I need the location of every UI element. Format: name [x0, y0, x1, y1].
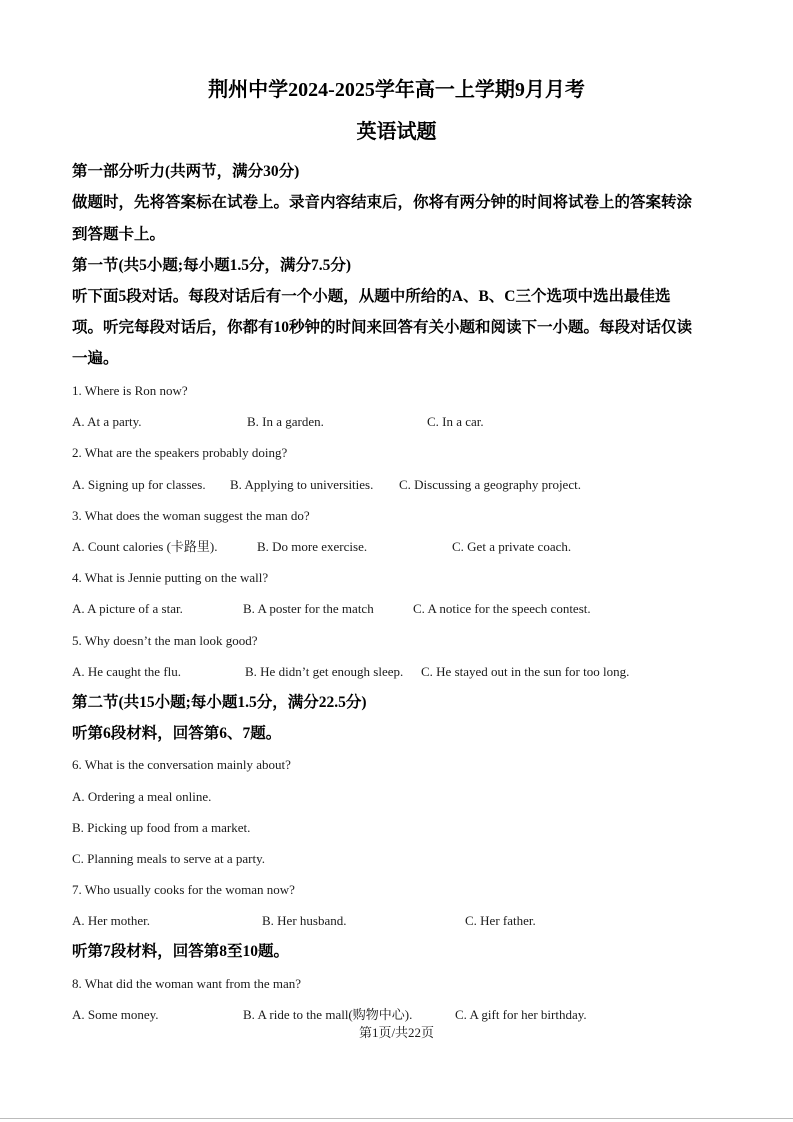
option-a: A. A picture of a star.	[72, 601, 183, 616]
option-a: A. Some money.	[72, 1007, 159, 1022]
section1-instruction-line3: 一遍。	[72, 350, 119, 367]
option-a: A. He caught the flu.	[72, 664, 182, 679]
option-b: B. In a garden.	[247, 414, 324, 429]
question-stem: 4. What is Jennie putting on the wall?	[72, 570, 269, 585]
exam-subtitle: 英语试题	[356, 121, 437, 143]
option-a: A. Signing up for classes.	[72, 477, 206, 492]
material-7-heading: 听第7段材料，回答第8至10题。	[72, 943, 290, 960]
option-b: B. Picking up food from a market.	[72, 820, 251, 835]
part1-instruction-line1: 做题时，先将答案标在试卷上。录音内容结束后，你将有两分钟的时间将试卷上的答案转涂	[72, 194, 693, 211]
option-c: C. Get a private coach.	[452, 539, 572, 554]
option-b: B. Her husband.	[262, 913, 347, 928]
option-a: A. At a party.	[72, 414, 142, 429]
option-c: C. Her father.	[465, 913, 536, 928]
section1-heading: 第一节(共5小题;每小题1.5分，满分7.5分)	[72, 257, 351, 274]
option-c: C. A gift for her birthday.	[455, 1007, 587, 1022]
material-6-heading: 听第6段材料，回答第6、7题。	[72, 725, 282, 742]
option-c: C. He stayed out in the sun for too long.	[421, 664, 630, 679]
option-b: B. Do more exercise.	[257, 539, 368, 554]
question-stem: 7. Who usually cooks for the woman now?	[72, 882, 295, 897]
question-stem: 3. What does the woman suggest the man do?	[72, 508, 310, 523]
question-stem: 8. What did the woman want from the man?	[72, 976, 302, 991]
option-b: B. He didn’t get enough sleep.	[245, 664, 404, 679]
page-divider	[0, 1118, 793, 1119]
section2-heading: 第二节(共15小题;每小题1.5分，满分22.5分)	[72, 694, 367, 711]
question-stem: 6. What is the conversation mainly about?	[72, 757, 291, 772]
section1-instruction-line2: 项。听完每段对话后，你都有10秒钟的时间来回答有关小题和阅读下一小题。每段对话仅读	[72, 319, 693, 336]
part1-instruction-line2: 到答题卡上。	[72, 226, 166, 243]
option-a: A. Her mother.	[72, 913, 150, 928]
option-a: A. Ordering a meal online.	[72, 789, 212, 804]
section1-instruction-line1: 听下面5段对话。每段对话后有一个小题，从题中所给的A、B、C三个选项中选出最佳选	[72, 288, 671, 305]
option-b: B. A ride to the mall(购物中心).	[243, 1007, 413, 1022]
exam-title: 荆州中学2024-2025学年高一上学期9月月考	[208, 79, 585, 101]
option-b: B. A poster for the match	[243, 601, 374, 616]
option-c: C. Discussing a geography project.	[399, 477, 581, 492]
page-indicator: 第1页/共22页	[358, 1025, 435, 1040]
option-c: C. A notice for the speech contest.	[413, 601, 591, 616]
question-stem: 1. Where is Ron now?	[72, 383, 188, 398]
question-stem: 2. What are the speakers probably doing?	[72, 445, 288, 460]
option-c: C. In a car.	[427, 414, 484, 429]
option-a: A. Count calories (卡路里).	[72, 539, 218, 554]
question-stem: 5. Why doesn’t the man look good?	[72, 633, 258, 648]
option-c: C. Planning meals to serve at a party.	[72, 851, 266, 866]
option-b: B. Applying to universities.	[230, 477, 374, 492]
part1-heading: 第一部分听力(共两节，满分30分)	[72, 163, 300, 180]
